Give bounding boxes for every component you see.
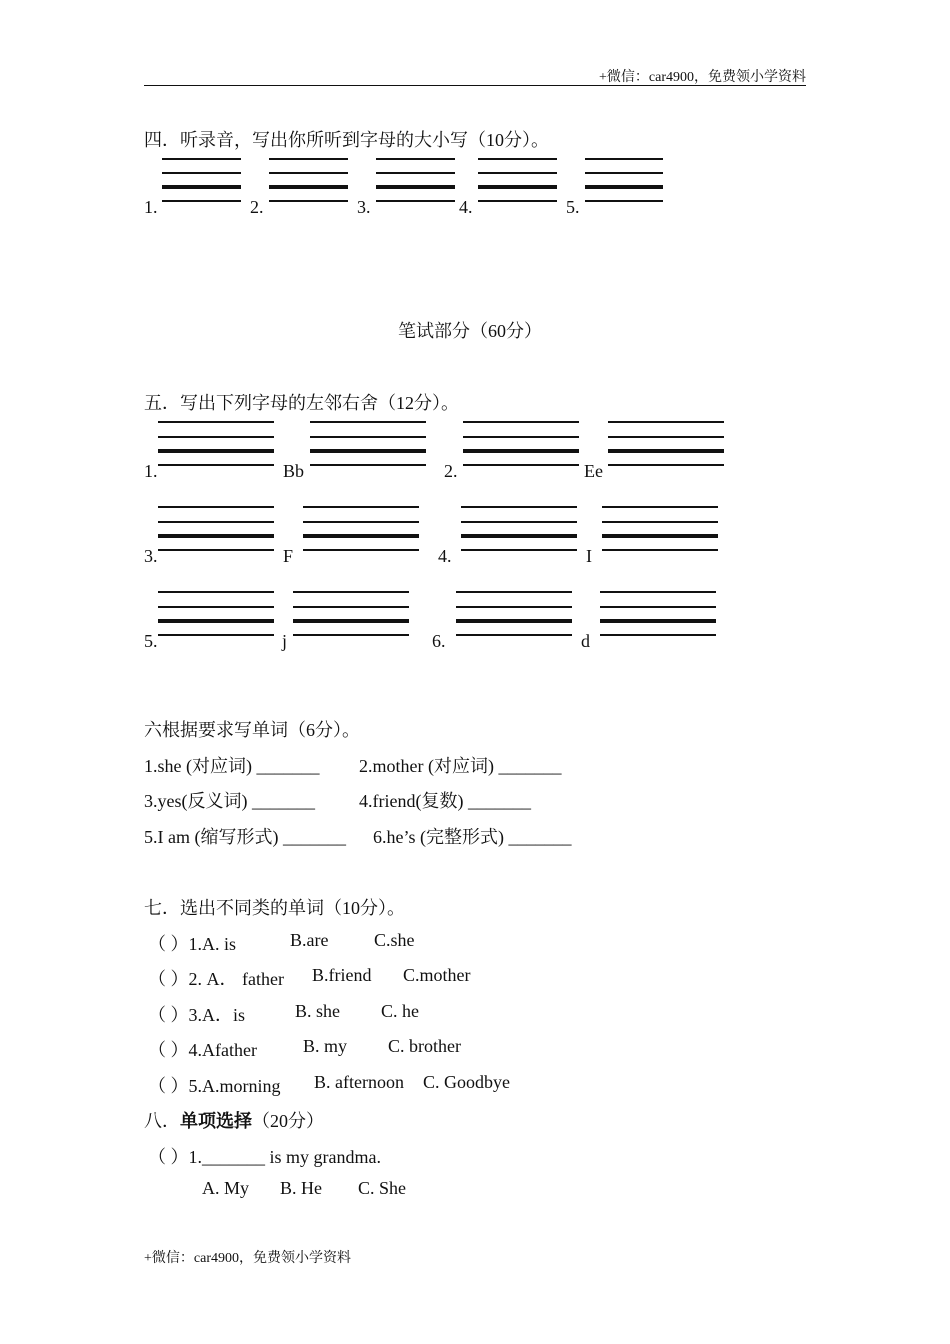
option-b: B. she bbox=[295, 1001, 340, 1021]
question-item: （ ）4.Afather bbox=[148, 1040, 257, 1060]
option-c: C.she bbox=[374, 930, 415, 950]
item-number: 3. bbox=[144, 546, 158, 566]
option-b: B. my bbox=[303, 1036, 348, 1056]
item-number: 5. bbox=[566, 197, 580, 217]
section8-title-prefix: 八． bbox=[144, 1111, 180, 1131]
letter-label: d bbox=[581, 631, 590, 651]
written-part-title: 笔试部分（60分） bbox=[398, 321, 542, 341]
question-item: （ ）1.A. is bbox=[148, 934, 237, 954]
option-b: B. He bbox=[280, 1178, 322, 1198]
item-number: 1. bbox=[144, 461, 158, 481]
option-b: B. afternoon bbox=[314, 1072, 404, 1092]
option-b: B.are bbox=[290, 930, 329, 950]
option-c: C. brother bbox=[388, 1036, 461, 1056]
option-c: C.mother bbox=[403, 965, 471, 985]
option-a: A. My bbox=[202, 1178, 250, 1198]
item-number: 5. bbox=[144, 631, 158, 651]
section7-title: 七．选出不同类的单词（10分）。 bbox=[144, 898, 405, 918]
item-number: 3. bbox=[357, 197, 371, 217]
question-item: 1.she (对应词) _______ bbox=[144, 756, 320, 776]
question-item: （ ）1._______ is my grandma. bbox=[148, 1147, 381, 1167]
item-number: 4. bbox=[459, 197, 473, 217]
letter-label: Bb bbox=[283, 461, 305, 481]
question-item: 2.mother (对应词) _______ bbox=[359, 756, 562, 776]
item-number: 1. bbox=[144, 197, 158, 217]
section6-title: 六根据要求写单词（6分）。 bbox=[144, 720, 360, 740]
item-number: 2. bbox=[444, 461, 458, 481]
option-b: B.friend bbox=[312, 965, 372, 985]
option-c: C. She bbox=[358, 1178, 407, 1198]
question-item: 5.I am (缩写形式) _______ bbox=[144, 827, 346, 847]
section5-title: 五．写出下列字母的左邻右舍（12分）。 bbox=[144, 393, 459, 413]
section8-title bbox=[144, 1107, 324, 1133]
item-number: 4. bbox=[438, 546, 452, 566]
letter-label: F bbox=[283, 546, 294, 566]
question-item: 3.yes(反义词) _______ bbox=[144, 791, 315, 811]
item-number: 2. bbox=[250, 197, 264, 217]
letter-label: I bbox=[586, 546, 592, 566]
section4-title: 四．听录音，写出你所听到字母的大小写（10分）。 bbox=[144, 130, 549, 150]
item-number: 6. bbox=[432, 631, 446, 651]
option-c: C. Goodbye bbox=[423, 1072, 510, 1092]
section8-title-suffix: （20分） bbox=[252, 1111, 324, 1131]
question-item: （ ）2. A． father bbox=[148, 969, 284, 989]
option-c: C. he bbox=[381, 1001, 419, 1021]
footer-text: +微信：car4900，免费领小学资料 bbox=[144, 1251, 351, 1266]
question-item: 6.he’s (完整形式) _______ bbox=[373, 827, 572, 847]
question-item: （ ）5.A.morning bbox=[148, 1076, 281, 1096]
header-rule bbox=[144, 85, 806, 86]
question-item: 4.friend(复数) _______ bbox=[359, 791, 531, 811]
letter-label: Ee bbox=[584, 461, 603, 481]
section8-title-bold: 单项选择 bbox=[180, 1111, 252, 1131]
header-text: +微信：car4900，免费领小学资料 bbox=[599, 70, 806, 85]
question-item: （ ）3.A．is bbox=[148, 1005, 246, 1025]
letter-label: j bbox=[282, 631, 288, 651]
